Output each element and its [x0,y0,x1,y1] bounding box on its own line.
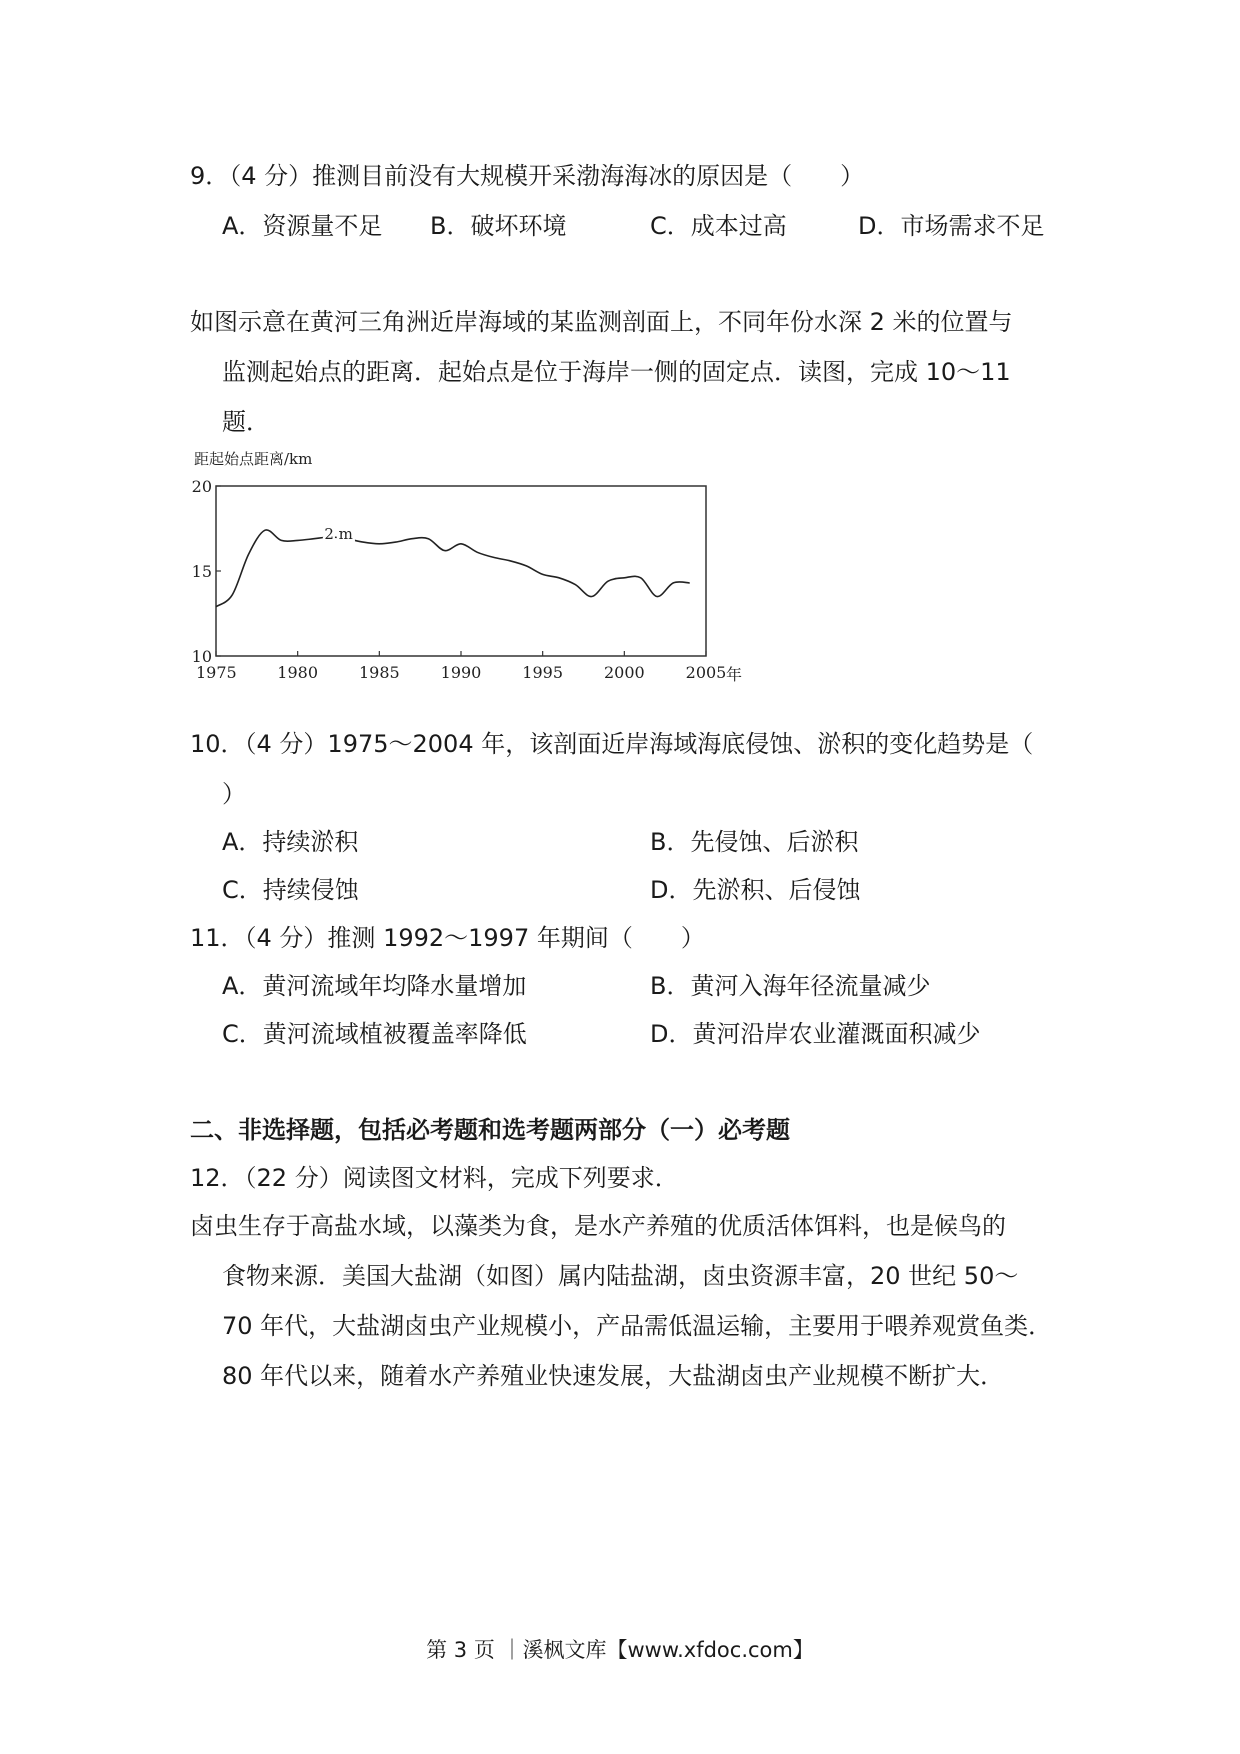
x-tick-label: 1975 [196,663,237,682]
x-tick-label: 2000 [603,663,645,682]
q9-option-b: B．破坏环境 [430,212,567,240]
q12-paragraph-line-1: 卤虫生存于高盐水域，以藻类为食，是水产养殖的优质活体饵料，也是候鸟的 [190,1212,1006,1240]
q11-option-b: B．黄河入海年径流量减少 [650,972,931,1000]
q10-option-c: C．持续侵蚀 [222,876,359,904]
q9-option-c: C．成本过高 [650,212,787,240]
q11-option-c: C．黄河流域植被覆盖率降低 [222,1020,527,1048]
x-tick-label: 1995 [522,663,564,682]
distance-line-chart [190,448,750,696]
q9-stem: 9．（4 分）推测目前没有大规模开采渤海海冰的原因是（ ） [190,162,865,190]
q10-stem: 10．（4 分）1975～2004 年，该剖面近岸海域海底侵蚀、淤积的变化趋势是（ [190,730,1034,758]
x-tick-label: 1990 [440,663,482,682]
q12-stem: 12．（22 分）阅读图文材料，完成下列要求． [190,1164,679,1192]
x-tick-label: 2005 [685,663,727,682]
intro-line-1: 如图示意在黄河三角洲近岸海域的某监测剖面上，不同年份水深 2 米的位置与 [190,308,1013,336]
q10-option-a: A．持续淤积 [222,828,359,856]
y-tick-label: 10 [191,647,212,666]
y-tick-label: 20 [191,477,212,496]
y-tick-label: 15 [191,562,212,581]
q11-option-a: A．黄河流域年均降水量增加 [222,972,527,1000]
section-2-title: 二、非选择题，包括必考题和选考题两部分（一）必考题 [190,1116,790,1144]
x-tick-label: 1985 [358,663,400,682]
intro-line-3: 题． [222,408,270,436]
q9-option-a: A．资源量不足 [222,212,383,240]
x-axis-unit: 年 [726,665,743,684]
q11-stem: 11．（4 分）推测 1992～1997 年期间（ ） [190,924,705,952]
y-axis-label: 距起始点距离/km [194,450,313,468]
q12-paragraph-line-3: 70 年代，大盐湖卤虫产业规模小，产品需低温运输，主要用于喂养观赏鱼类． [222,1312,1053,1340]
q10-stem-cont: ） [222,780,246,808]
x-tick-label: 1980 [277,663,319,682]
annotation-2m: 2 m [324,525,353,543]
q11-option-d: D．黄河沿岸农业灌溉面积减少 [650,1020,981,1048]
q12-paragraph-line-4: 80 年代以来，随着水产养殖业快速发展，大盐湖卤虫产业规模不断扩大． [222,1362,1005,1390]
q10-option-d: D．先淤积、后侵蚀 [650,876,861,904]
intro-line-2: 监测起始点的距离．起始点是位于海岸一侧的固定点．读图，完成 10～11 [222,358,1011,386]
plot-frame [216,486,706,656]
q12-paragraph-line-2: 食物来源．美国大盐湖（如图）属内陆盐湖，卤虫资源丰富，20 世纪 50～ [222,1262,1019,1290]
q10-option-b: B．先侵蚀、后淤积 [650,828,859,856]
q9-option-d: D．市场需求不足 [858,212,1045,240]
page-footer: 第 3 页 ｜溪枫文库【www.xfdoc.com】 [426,1638,814,1662]
series-line-2m [216,530,690,607]
